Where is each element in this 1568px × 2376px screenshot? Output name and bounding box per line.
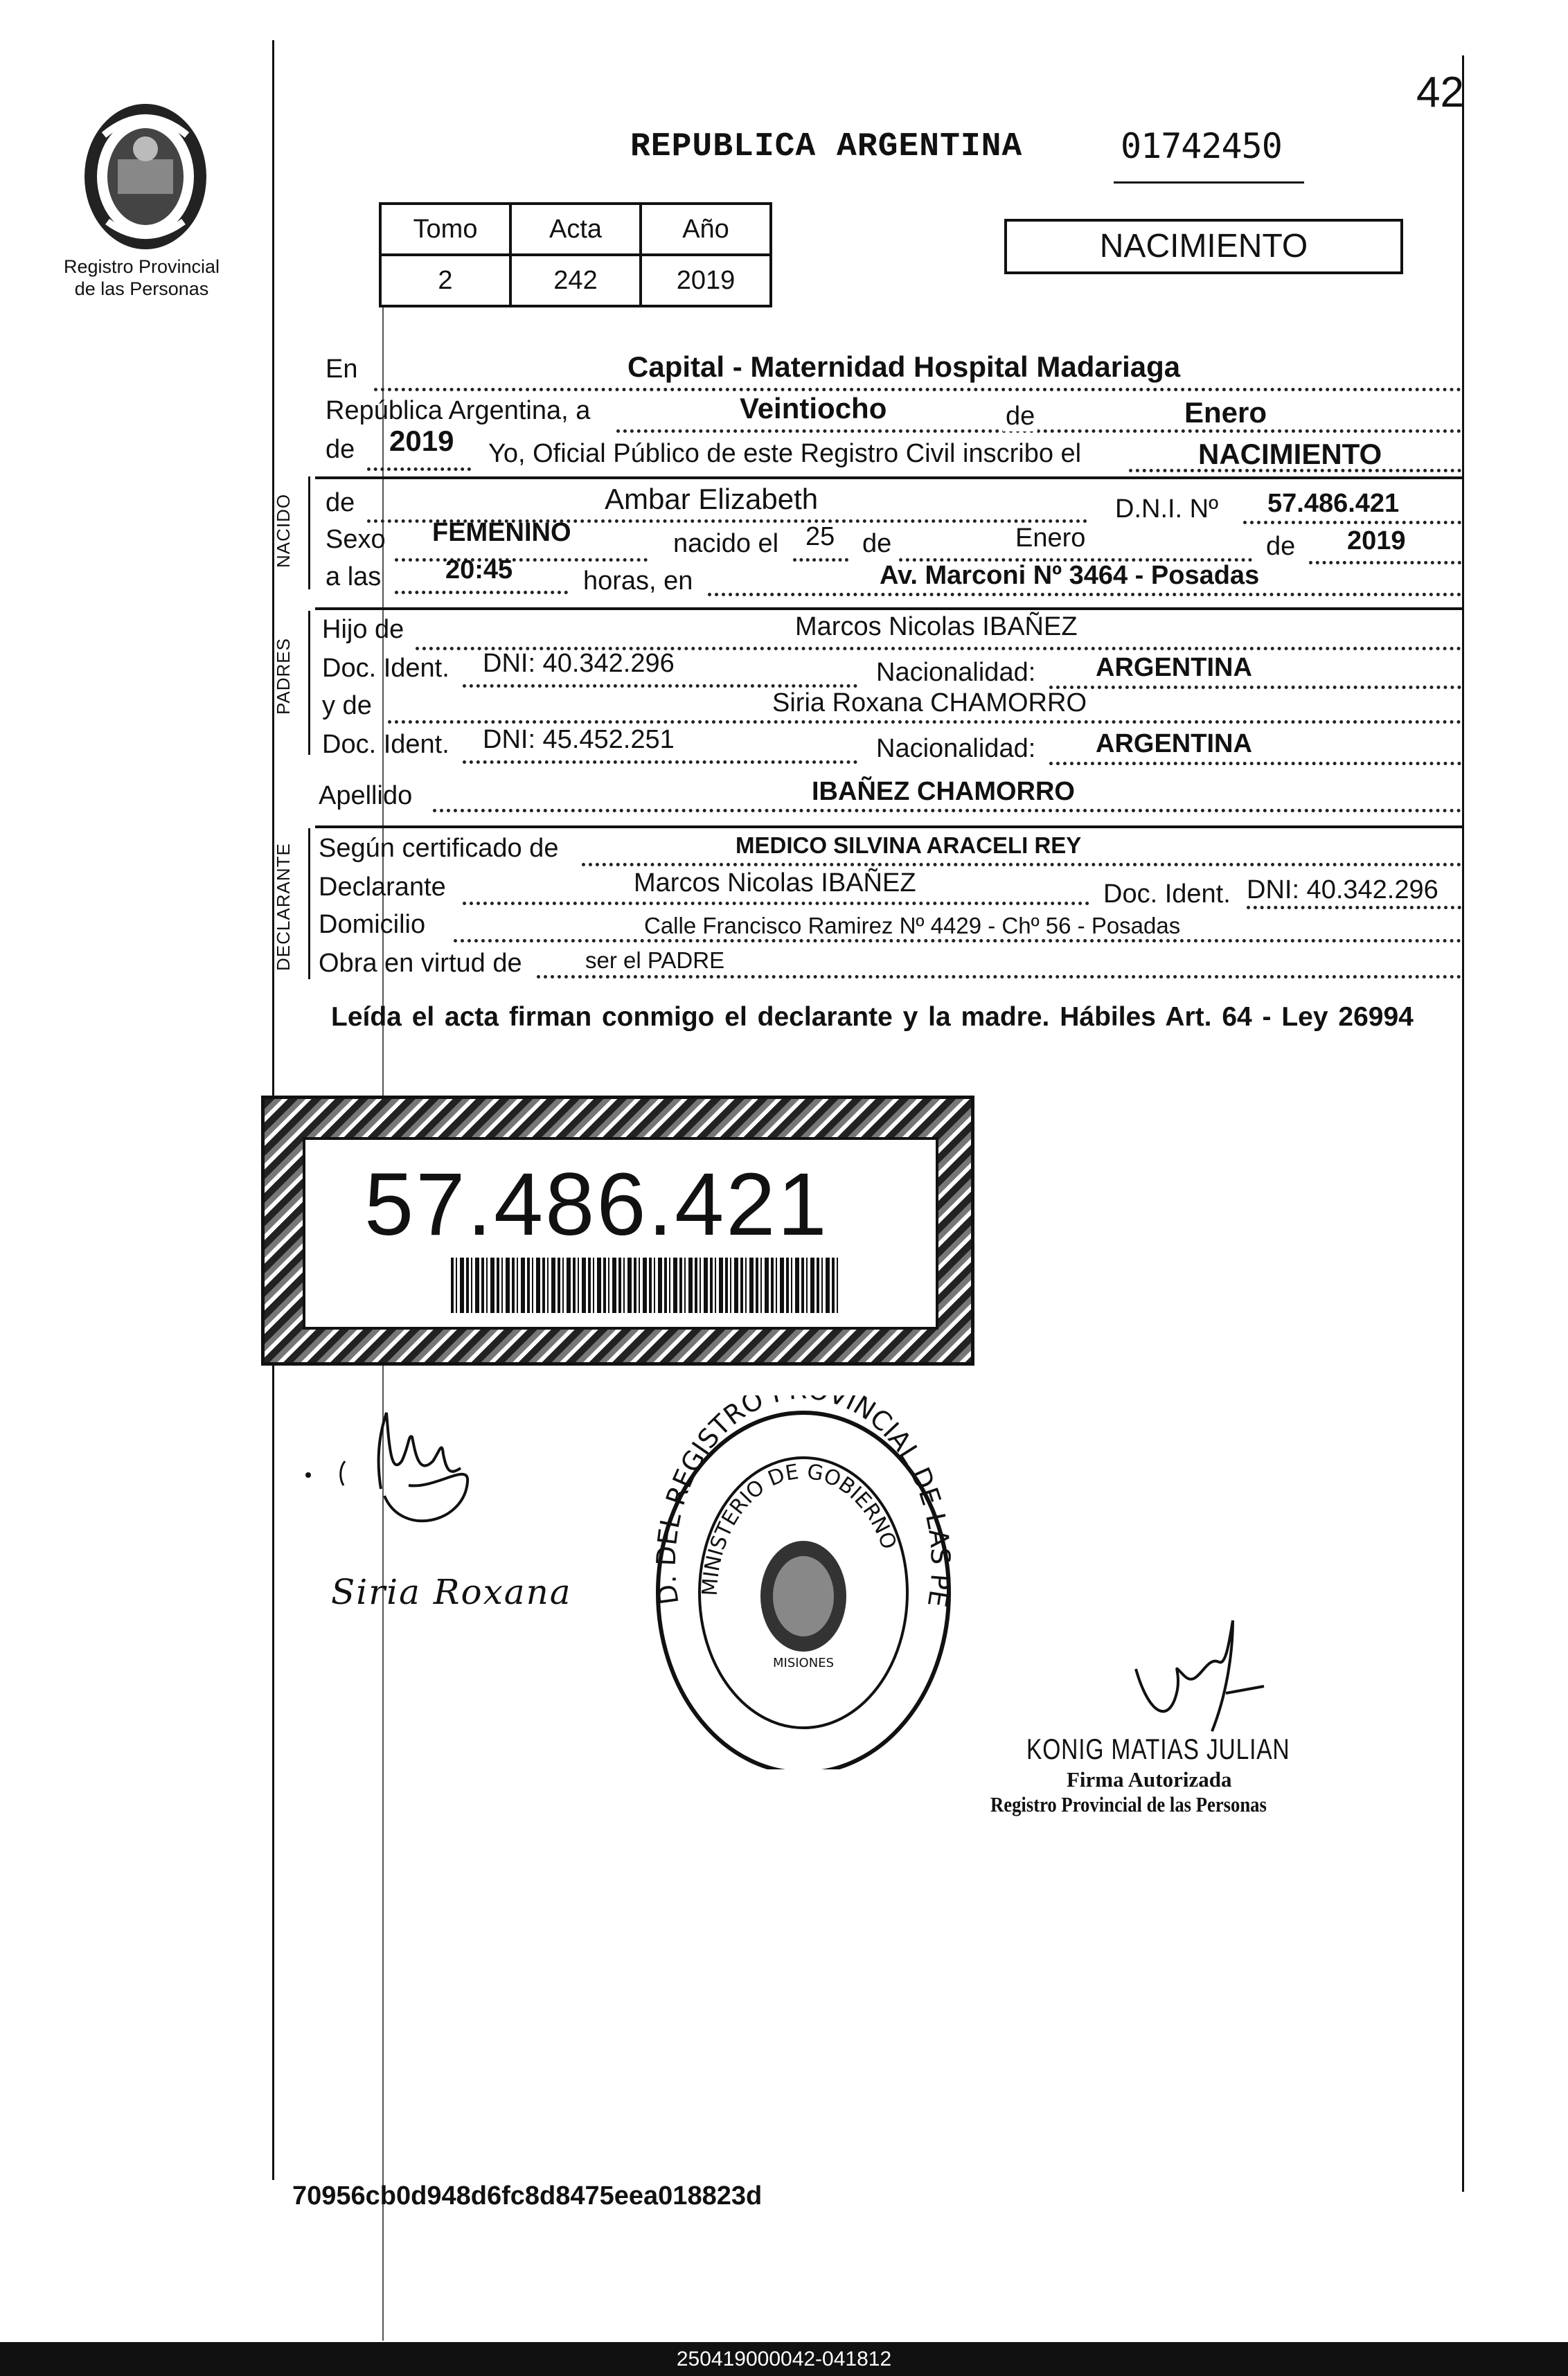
nacido-el-label: nacido el [673,529,779,558]
hijo-de-label: Hijo de [322,615,404,644]
sexo-label: Sexo [326,525,386,554]
registry-official-seal [651,1395,956,1769]
y-de-label: y de [322,691,372,720]
nacido-bracket [308,476,310,589]
oficial-text: Yo, Oficial Público de este Registro Civil inscribo el [488,439,1082,468]
header-ano: Año [641,204,771,255]
footer-bar [0,2342,1568,2376]
mother-signature-scribble [305,1406,513,1537]
province-seal-logo [76,93,215,253]
padres-bracket [308,611,310,755]
dots [1247,906,1461,909]
official-signature-scribble [1122,1614,1274,1752]
dots [463,684,857,688]
republica-label: República Argentina, a [326,396,591,425]
year-value: 2019 [389,425,454,457]
dots [463,902,1089,905]
dots [463,760,857,764]
dots [793,558,848,562]
padres-section-label: PADRES [273,638,294,715]
nacido-de-label-3: de [1266,532,1296,561]
child-name-value: Ambar Elizabeth [605,483,819,515]
header-tomo: Tomo [380,204,510,255]
dots [1049,762,1461,765]
mother-nationality-label: Nacionalidad: [876,734,1036,763]
value-tomo: 2 [380,255,510,306]
closing-text: Leída el acta firman conmigo el declarante y la madre. Hábiles Art. 64 - Ley 26994 [331,1002,1414,1032]
father-nationality-value: ARGENTINA [1096,653,1252,682]
apellido-value: IBAÑEZ CHAMORRO [812,777,1075,806]
dots [388,720,1461,724]
apellido-label: Apellido [319,781,413,810]
birth-year-value: 2019 [1347,526,1406,555]
document-hash: 70956cb0d948d6fc8d8475eea018823d [292,2181,763,2210]
value-acta: 242 [510,255,641,306]
birth-time-value: 20:45 [445,555,513,584]
birth-month-value: Enero [1015,524,1086,553]
obra-label: Obra en virtud de [319,949,522,978]
de2-label: de [326,435,355,464]
section-divider [315,476,1462,479]
nacido-de-label: de [326,488,355,517]
declarante-doc-label: Doc. Ident. [1103,879,1231,909]
seal-inner-text: MINISTERIO DE GOBIERNO [697,1459,901,1597]
domicilio-value: Calle Francisco Ramirez Nº 4429 - Chº 56 - Posadas [644,913,1181,938]
page-number: 42 [1416,69,1464,116]
dni-sticker [261,1096,974,1366]
dots [367,467,471,471]
dots [454,939,1461,943]
declarante-label: Declarante [319,873,446,902]
father-nationality-label: Nacionalidad: [876,658,1036,687]
domicilio-label: Domicilio [319,910,426,939]
birth-day-value: 25 [805,522,835,551]
country-heading: REPUBLICA ARGENTINA [630,128,1023,166]
dots [1049,686,1461,689]
nacido-section-label: NACIDO [273,493,294,568]
de-label: de [1003,402,1037,431]
declarante-section-label: DECLARANTE [273,843,294,971]
dots [433,809,1461,812]
declarante-value: Marcos Nicolas IBAÑEZ [634,868,916,897]
month-value: Enero [1184,396,1267,429]
barcode [451,1258,839,1313]
section-divider [315,825,1462,828]
father-dni-value: DNI: 40.342.296 [483,649,675,678]
doc-type-box [1004,219,1403,274]
seal-outer-text: D. DEL REGISTRO VINCIAL DE LAS PE [651,1395,956,1609]
sticker-inner-panel [303,1137,938,1330]
sticker-number: 57.486.421 [364,1155,829,1254]
place-value: Capital - Maternidad Hospital Madariaga [627,350,1181,383]
declarante-dni-value: DNI: 40.342.296 [1247,875,1438,904]
dni-label: D.N.I. Nº [1115,494,1218,524]
seal-emblem-text: MISIONES [772,1656,835,1670]
child-dni-value: 57.486.421 [1267,489,1400,518]
dots [708,593,1461,596]
acta-table [379,202,772,307]
father-name-value: Marcos Nicolas IBAÑEZ [795,612,1078,641]
horas-label: horas, en [583,566,693,596]
day-words-value: Veintiocho [740,392,887,425]
dots [582,863,1461,866]
alas-label: a las [326,562,382,591]
mother-name-value: Siria Roxana CHAMORRO [772,688,1087,717]
official-title: Firma Autorizada [1067,1767,1232,1792]
mother-doc-label: Doc. Ident. [322,730,449,759]
dots [1243,521,1461,524]
birth-place-value: Av. Marconi Nº 3464 - Posadas [880,561,1260,590]
mother-signature-name: Siria Roxana [331,1572,572,1612]
official-office: Registro Provincial de las Personas [990,1792,1267,1816]
declarante-bracket [308,828,310,979]
dots [395,558,648,562]
official-name: KONIG MATIAS JULIAN [1026,1733,1290,1765]
mother-dni-value: DNI: 45.452.251 [483,725,675,754]
mother-nationality-value: ARGENTINA [1096,729,1252,758]
right-margin-line [1462,55,1464,2192]
obra-value: ser el PADRE [585,947,725,973]
sexo-value: FEMENINO [432,518,571,547]
section-divider [315,607,1462,610]
act-value: NACIMIENTO [1198,438,1382,470]
nacido-de-label-2: de [862,529,892,558]
value-ano: 2019 [641,255,771,306]
cert-value: MEDICO SILVINA ARACELI REY [736,832,1082,858]
father-doc-label: Doc. Ident. [322,654,449,683]
dots [616,429,1461,433]
dots [374,388,1461,391]
en-label: En [326,355,358,384]
footer-code: 250419000042-041812 [676,2348,892,2370]
logo-caption-line-1: Registro Provincial [63,256,220,277]
cert-label: Según certificado de [319,834,559,863]
serial-number: 01742450 [1121,126,1282,166]
dots [537,975,1461,979]
dots [1309,561,1461,564]
header-acta: Acta [510,204,641,255]
dots [395,591,568,594]
doc-type-label: NACIMIENTO [1099,228,1308,265]
logo-caption-line-2: de las Personas [74,278,209,299]
serial-underline [1114,181,1304,184]
